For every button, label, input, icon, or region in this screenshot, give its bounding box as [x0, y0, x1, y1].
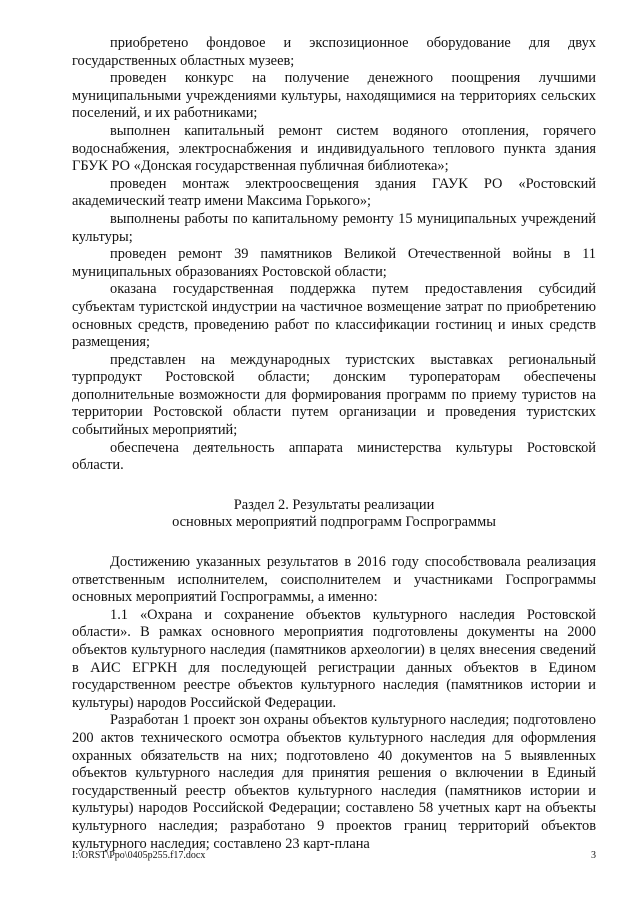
paragraph-tourism-exhibitions: представлен на международных туристских выставках региональный турпродукт Ростовской области; донским туроператорам обеспечены дополнительные возможности для формирования программ по приему туристов на территории Ростовской области путем организации и проведения туристских событийных мероприятий; — [72, 351, 596, 439]
section-heading-line-2: основных мероприятий подпрограмм Госпрограммы — [172, 514, 496, 531]
paragraph-museum-equipment: приобретено фондовое и экспозиционное оборудование для двух государственных областных музеев; — [72, 35, 596, 69]
document-body — [72, 35, 596, 853]
paragraph-results-intro: Достижению указанных результатов в 2016 году способствовала реализация ответственным исполнителем, соисполнителем и участниками Госпрограммы основных мероприятий Госпрограммы, а именно: — [72, 554, 596, 606]
footer-file-path: I:\ORST\Ppo\0405p255.f17.docx — [72, 850, 206, 861]
paragraph-theatre-lighting: проведен монтаж электроосвещения здания ГАУК РО «Ростовский академический театр имени Максима Горького»; — [72, 175, 596, 210]
paragraph-municipal-repair: выполнены работы по капитальному ремонту 15 муниципальных учреждений культуры; — [72, 210, 596, 245]
paragraph-war-monuments: проведен ремонт 39 памятников Великой Отечественной войны в 11 муниципальных образованиях Ростовской области; — [72, 246, 596, 280]
section-heading-line-1: Раздел 2. Результаты реализации — [233, 496, 435, 513]
section-heading — [72, 497, 596, 532]
page-footer — [72, 849, 596, 863]
paragraph-ministry-apparatus: обеспечена деятельность аппарата министерства культуры Ростовской области. — [72, 439, 596, 474]
paragraph-heritage-protection: 1.1 «Охрана и сохранение объектов культурного наследия Ростовской области». В рамках основного мероприятия подготовлены документы на 2000 объектов культурного наследия (памятников археологии) в целях внесения сведений в АИС ЕГРКН для последующей регистрации данных объектов в Едином государственном реестре объектов культурного наследия (памятников истории и культуры) народов Российской Федерации. — [72, 606, 596, 711]
paragraph-library-repair: выполнен капитальный ремонт систем водяного отопления, горячего водоснабжения, электроснабжения и индивидуального теплового пункта здания ГБУК РО «Донская государственная публичная библиотека»; — [72, 122, 596, 175]
paragraph-heritage-projects: Разработан 1 проект зон охраны объектов культурного наследия; подготовлено 200 актов технического осмотра объектов культурного наследия для оформления охранных обязательств на них; подготовлено 40 документов на 5 выявленных объектов культурного наследия для принятия решения о включении в Единый государственный реестр объектов культурного наследия (памятников истории и культуры) народов Российской Федерации; составлено 58 учетных карт на объекты культурного наследия; разработано 9 проектов границ территорий объектов культурного наследия; составлено 23 карт-плана — [72, 712, 596, 852]
paragraph-tourism-subsidies: оказана государственная поддержка путем предоставления субсидий субъектам туристской индустрии на частичное возмещение затрат по приобретению основных средств, проведению работ по классификации гостиниц и иных средств размещения; — [72, 281, 596, 351]
paragraph-rural-culture-contest: проведен конкурс на получение денежного поощрения лучшими муниципальными учреждениями культуры, находящимися на территориях сельских поселений, и их работниками; — [72, 70, 596, 122]
footer-page-number: 3 — [591, 850, 596, 861]
